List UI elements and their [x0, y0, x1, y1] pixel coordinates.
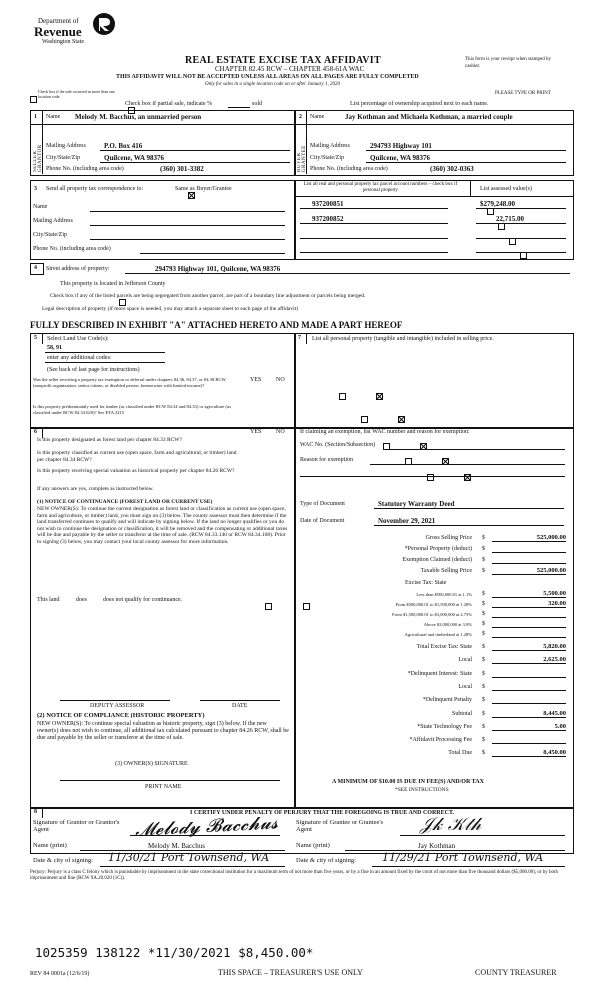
corr-phone-field[interactable]: [140, 253, 285, 254]
s5-yes-header: YES: [250, 377, 262, 383]
tax-tier-0-dollar: $: [482, 591, 485, 597]
section-4-box: [30, 263, 44, 275]
tax-total-8-value: 8,450.00: [543, 749, 566, 757]
parcel-value-1: $279,248.00: [480, 200, 515, 208]
section-4-number: 4: [34, 265, 37, 271]
segregated-label: Check box if any of the listed parcels are being segregated from another parcel, are part of a boundary line adjustment or parcels being merged.: [50, 293, 366, 299]
corr-name-label: Name: [33, 204, 48, 210]
owner-signature-label: (3) OWNER(S) SIGNATURE: [115, 761, 188, 767]
multi-location-checkbox[interactable]: [30, 96, 37, 103]
tax-total-7-label: *Affidavit Processing Fee: [409, 737, 472, 744]
grantee-signature: 𝒥𝓀 𝒦𝓉𝒽: [420, 814, 481, 835]
s6-question-3: Is this property receiving special valuation as historical property per chapter 84.26 RCW?: [37, 468, 235, 474]
logo-state: Washington State: [42, 39, 85, 45]
parcels-value-header: List assessed value(s): [480, 186, 532, 192]
tax-total-7-dollar: $: [482, 737, 485, 744]
buyer-side-label: BUYER GRANTEE: [297, 145, 307, 172]
section-7-box: [294, 333, 574, 429]
tax-total-0-value: 5,820.00: [543, 643, 566, 650]
parcels-header: List all real and personal property tax parcel account numbers – check box if personal property: [303, 182, 458, 193]
grantee-name-label: Name (print): [296, 842, 330, 849]
grantee-sig-label: Signature of Grantee or Grantee's Agent: [296, 819, 384, 833]
land-use-label: Select Land Use Code(s):: [47, 336, 109, 342]
tax-total-2-dollar: $: [482, 670, 485, 677]
see-instructions-note: *SEE INSTRUCTIONS: [395, 787, 449, 793]
tax-total-1-dollar: $: [482, 657, 485, 664]
s6-question-2: Is this property classified as current use (open space, farm and agricultural, or timber) land per chapter 84.34 RCW?: [37, 450, 237, 463]
seller-name-label: Name: [46, 114, 61, 120]
tax-row-1-dollar: $: [482, 546, 485, 552]
grantor-sig-label: Signature of Grantor or Grantor's Agent: [33, 819, 120, 833]
grantor-name: Melody M. Bacchus: [148, 842, 205, 850]
buyer-name-label: Name: [310, 114, 325, 120]
tax-total-6-value: 5.00: [554, 722, 566, 730]
grantor-name-label: Name (print): [33, 842, 67, 849]
tax-total-8-label: Total Due: [448, 750, 472, 757]
tax-row-3-label: Taxable Selling Price: [420, 568, 472, 574]
tax-total-8-dollar: $: [482, 750, 485, 757]
corr-name-field[interactable]: [90, 211, 285, 212]
buyer-phone-label: Phone No. (including area code): [310, 166, 388, 172]
sold-label: sold: [252, 101, 263, 107]
exemption-box: [294, 427, 574, 809]
tax-row-3-value: 525,000.00: [536, 567, 566, 574]
s5-question-1: Was the seller receiving a property tax exemption or deferral under chapters 84.36, 84.37, or 84.38 RCW (nonprofit organization, senior citizen, or disabled person, homeowner with limited income)?: [33, 377, 226, 388]
buyer-name: Jay Kothman and Michaela Kothman, a married couple: [345, 113, 513, 121]
seller-side-label: SELLER GRANTOR: [33, 144, 43, 172]
parcel-value-2: 22,715.00: [496, 215, 524, 223]
reason-field[interactable]: [370, 464, 565, 465]
revenue-emblem-icon: [92, 12, 116, 36]
same-as-buyer-label: Same as Buyer/Grantee: [175, 186, 232, 192]
tax-row-2-dollar: $: [482, 557, 485, 563]
correspondence-label: Send all property tax correspondence to:: [46, 186, 144, 192]
section-3-number: 3: [34, 186, 37, 192]
certify-line: I CERTIFY UNDER PENALTY OF PERJURY THAT THE FOREGOING IS TRUE AND CORRECT.: [190, 810, 455, 816]
multi-location-label: Check box if the sale occurred in more than one location code.: [38, 89, 115, 99]
partial-sale-label: Check box if partial sale, indicate %: [125, 101, 213, 107]
seller-mailing: P.O. Box 416: [104, 142, 143, 150]
s5-no-header: NO: [276, 377, 285, 383]
tax-row-0-dollar: $: [482, 535, 485, 541]
does-label: does: [76, 597, 87, 603]
form-number: REV 84 0001a (12/6/19): [30, 971, 90, 977]
tax-row-3-dollar: $: [482, 568, 485, 574]
form-warning: THIS AFFIDAVIT WILL NOT BE ACCEPTED UNLESS ALL AREAS ON ALL PAGES ARE FULLY COMPLETED: [116, 74, 419, 80]
seller-name: Melody M. Bacchus, an unmarried person: [75, 113, 202, 121]
grantor-signature: 𝓜𝓮𝓵𝓸𝓭𝔂 𝓑𝓪𝓬𝓬𝓱𝓾𝓼: [134, 812, 279, 841]
tax-total-0-label: Total Excise Tax: State: [416, 644, 472, 650]
seller-city-label: City/State/Zip: [46, 155, 80, 161]
section-8-number: 8: [34, 809, 37, 815]
form-title: REAL ESTATE EXCISE TAX AFFIDAVIT: [185, 55, 381, 66]
tax-row-0-label: Gross Selling Price: [425, 535, 472, 541]
county-line: This property is located in Jefferson County: [60, 281, 166, 287]
grantor-date-label: Date & city of signing:: [33, 857, 93, 864]
wac-field[interactable]: [390, 449, 565, 450]
tax-tier-2-dollar: $: [482, 611, 485, 617]
seller-mailing-label: Mailing Address: [46, 143, 86, 149]
buyer-mailing-label: Mailing Address: [310, 143, 350, 149]
perjury-notice: Perjury: Perjury is a class C felony which is punishable by imprisonment in the state correctional institution for a maximum term of not more than five years, or by a fine in an amount fixed by the court of not more than five thousand dollars ($5,000.00), or by both imprisonment and fine (RCW 9A.20.020 (1C)).: [30, 870, 558, 881]
tax-total-6-dollar: $: [482, 723, 485, 730]
seller-phone: (360) 301-3382: [160, 165, 204, 173]
ownership-note: List percentage of ownership acquired next to each name.: [350, 101, 489, 107]
tax-tier-1-value: 320.00: [548, 600, 566, 607]
tax-row-0-value: 525,000.00: [536, 534, 566, 541]
compliance-text: NEW OWNER(S): To continue special valuation as historic property, sign (3) below. If the new owner(s) does not wish to continue, all additional tax calculated pursuant to chapter 84.26 RCW, shall be due and payable by the seller or transferor at the time of sale.: [37, 721, 289, 741]
continuance-title: (1) NOTICE OF CONTINUANCE (FOREST LAND OR CURRENT USE): [37, 499, 213, 505]
wac-label: WAC No. (Section/Subsection): [300, 442, 376, 448]
tax-tier-4-dollar: $: [482, 631, 485, 637]
additional-codes-label: enter any additional codes:: [47, 355, 112, 361]
exhibit-line: FULLY DESCRIBED IN EXHIBIT "A" ATTACHED HERETO AND MADE A PART HEREOF: [30, 320, 403, 330]
dor-logo: [34, 10, 124, 52]
tax-tier-1-label: From $500,000.01 to $1,500,000 at 1.28%: [395, 602, 472, 607]
street-label: Street address of property:: [46, 266, 110, 272]
tax-total-3-label: Local: [458, 683, 472, 690]
partial-sale-field[interactable]: [228, 107, 250, 108]
s5-question-2: Is this property predominantly used for timber (as classified under RCW 84.34 and 84.33) or agriculture (as classified under RCW 84.34.020)? See ETA 3215: [33, 404, 231, 415]
tax-total-3-dollar: $: [482, 683, 485, 690]
tax-tier-0-label: Less than $500,000.01 at 1.1%: [416, 592, 472, 597]
s6-no-header: NO: [276, 429, 285, 435]
tax-total-5-dollar: $: [482, 710, 485, 717]
tax-tier-2-label: From $1,500,000.01 to $3,000,000 at 2.75%: [392, 612, 472, 617]
excise-state-label: Excise Tax: State: [405, 580, 447, 586]
land-use-codes: 58, 91: [47, 345, 62, 351]
corr-mailing-label: Mailing Address: [33, 218, 73, 224]
section-2-number: 2: [299, 114, 302, 120]
s6-question-1: Is this property designated as forest land per chapter 84.33 RCW?: [37, 437, 182, 443]
section-6-number: 6: [34, 429, 37, 435]
exemption-question: If claiming an exemption, list WAC number and reason for exemption:: [300, 429, 470, 435]
corr-mailing-field[interactable]: [90, 225, 285, 226]
section-5-number: 5: [34, 335, 37, 341]
s6-yes-header: YES: [250, 429, 262, 435]
doc-type: Statutory Warranty Deed: [378, 500, 455, 508]
tax-total-0-dollar: $: [482, 644, 485, 650]
personal-property-label: List all personal property (tangible and intangible) included in selling price.: [312, 336, 494, 342]
buyer-mailing: 294793 Highway 101: [370, 142, 432, 150]
section-1-number: 1: [34, 114, 37, 120]
tax-tier-4-label: Agricultural and timberland at 1.28%: [404, 632, 472, 637]
tax-total-5-value: 8,445.00: [543, 709, 566, 717]
please-type: PLEASE TYPE OR PRINT: [495, 91, 551, 96]
this-land-label: This land: [37, 597, 60, 603]
grantee-date-label: Date & city of signing:: [296, 857, 356, 864]
form-only-for: Only for sales in a single location code on or after January 1, 2020: [205, 82, 340, 87]
tax-tier-0-value: 5,500.00: [543, 590, 566, 597]
buyer-city-label: City/State/Zip: [310, 155, 344, 161]
corr-city-label: City/State/Zip: [33, 232, 67, 238]
tax-row-2-label: Exemption Claimed (deduct): [402, 557, 472, 563]
seller-phone-label: Phone No. (including area code): [46, 166, 124, 172]
tax-row-1-label: *Personal Property (deduct): [404, 546, 472, 552]
tax-total-2-label: *Delinquent Interest: State: [407, 670, 472, 677]
tax-total-1-label: Local: [458, 657, 472, 664]
grantee-name: Jay Kothman: [418, 842, 456, 850]
tax-total-4-label: *Delinquent Penalty: [422, 697, 472, 704]
tax-tier-3-dollar: $: [482, 621, 485, 627]
receipt-note: This form is your receipt when stamped by cashier.: [465, 57, 551, 69]
buyer-phone: (360) 302-0363: [430, 165, 474, 173]
parcel-number-2: 937200852: [312, 215, 344, 223]
treasurer-use-label: THIS SPACE – TREASURER'S USE ONLY: [218, 968, 363, 977]
compliance-title: (2) NOTICE OF COMPLIANCE (HISTORIC PROPERTY): [37, 712, 205, 719]
doc-date: November 29, 2021: [378, 517, 436, 525]
does-checkbox[interactable]: [265, 603, 272, 610]
corr-phone-label: Phone No. (including area code): [33, 246, 111, 252]
county-treasurer-label: COUNTY TREASURER: [475, 968, 557, 977]
section-7-number: 7: [298, 335, 301, 341]
minimum-due-note: A MINIMUM OF $10.00 IS DUE IN FEE(S) AND/OR TAX: [332, 779, 484, 785]
tax-tier-3-label: Above $3,000,000 at 3.0%: [423, 622, 472, 627]
section-6-box: [30, 427, 296, 809]
doc-type-label: Type of Document: [300, 501, 345, 507]
corr-city-field[interactable]: [90, 239, 285, 240]
print-name-label: PRINT NAME: [145, 784, 182, 790]
grantee-date-city: 11/29/21 Port Townsend, WA: [382, 851, 544, 864]
logo-dept-line: Department of: [38, 17, 79, 25]
does-not-label: does not qualify for continuance.: [103, 597, 183, 603]
parcel-number-1: 937200851: [312, 200, 344, 208]
legal-desc-label: Legal description of property (if more space is needed, you may attach a separate sheet to each page of the affidavit): [42, 306, 298, 312]
seller-city: Quilcene, WA 98376: [104, 154, 164, 162]
see-back-label: (See back of last page for instructions): [47, 367, 140, 373]
logo-revenue: Revenue: [34, 24, 82, 39]
tax-total-6-label: *State Technology Fee: [417, 723, 472, 730]
buyer-city: Quilcene, WA 98376: [370, 154, 430, 162]
tax-total-5-label: Subtotal: [451, 710, 472, 717]
deputy-assessor-label: DEPUTY ASSESSOR: [90, 703, 145, 709]
doc-date-label: Date of Document: [300, 518, 345, 524]
treasurer-stamp: 1025359 138122 *11/30/2021 $8,450.00*: [35, 945, 314, 960]
tax-tier-1-dollar: $: [482, 601, 485, 607]
property-street: 294793 Highway 101, Quilcene, WA 98376: [155, 265, 281, 273]
reason-label: Reason for exemption: [300, 457, 353, 463]
deputy-date-label: DATE: [232, 703, 248, 709]
form-subtitle: CHAPTER 82.45 RCW – CHAPTER 458-61A WAC: [215, 65, 365, 73]
grantor-date-city: 11/30/21 Port Townsend, WA: [108, 851, 270, 864]
tax-total-1-value: 2,625.00: [543, 656, 566, 664]
tax-total-4-dollar: $: [482, 697, 485, 704]
s6-if-any: If any answers are yes, complete as instructed below.: [37, 486, 154, 492]
continuance-text: NEW OWNER(S): To continue the current designation as forest land or classification as current use (open space, farm and agriculture, or timber) land, you must sign on (3) below. The county assessor must then determine if the land transferred continues to qualify and will indicate by signing below. If the land no longer qualifies or you do not wish to continue the designation or classification, it will be removed and the compensating or additional taxes will be due and payable by the seller or transferor at the time of sale. (RCW 84.33.140 or RCW 84.34.108). Prior to signing (3) below, you may contact your local county assessor for more information.: [37, 506, 288, 545]
